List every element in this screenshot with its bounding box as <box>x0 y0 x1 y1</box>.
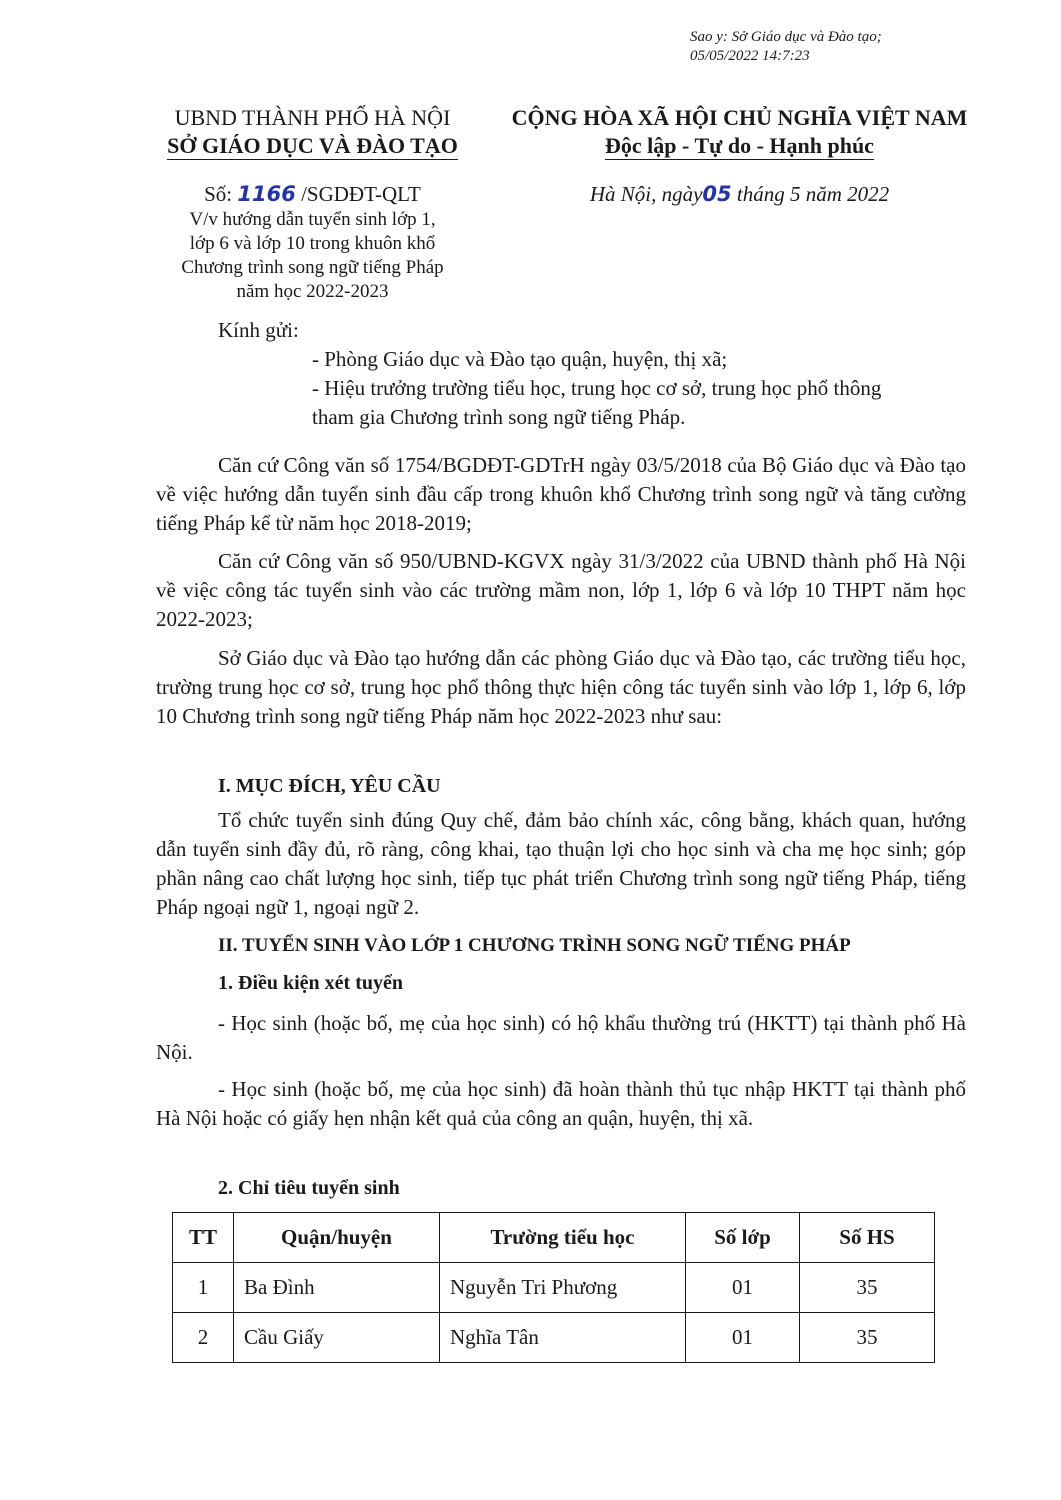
table-row <box>173 1263 935 1313</box>
section-heading: I. MỤC ĐÍCH, YÊU CẦU <box>218 775 441 797</box>
table-cell: 35 <box>800 1313 935 1363</box>
table-cell: 2 <box>173 1313 234 1363</box>
table-header-row <box>173 1213 935 1263</box>
subject-line: Chương trình song ngữ tiếng Pháp <box>181 257 444 278</box>
column-header: Số lớp <box>686 1213 800 1263</box>
handwritten-number: 1166 <box>237 182 296 206</box>
recipient-item: - Phòng Giáo dục và Đào tạo quận, huyện, thị xã; <box>312 347 728 371</box>
paragraph: - Học sinh (hoặc bố, mẹ của học sinh) có hộ khẩu thường trú (HKTT) tại thành phố Hà Nội. <box>156 1011 966 1064</box>
subsection-heading: 2. Chỉ tiêu tuyển sinh <box>218 1177 400 1199</box>
table-cell: Nguyễn Tri Phương <box>440 1263 686 1313</box>
copy-stamp-line1: Sao y: Sở Giáo dục và Đào tạo; <box>690 29 882 45</box>
document-subject <box>120 208 505 304</box>
table-cell: Nghĩa Tân <box>440 1313 686 1363</box>
national-heading-block <box>482 104 997 160</box>
paragraph: Căn cứ Công văn số 950/UBND-KGVX ngày 31/3/2022 của UBND thành phố Hà Nội về việc công tác tuyển sinh vào các trường mầm non, lớp 1, lớp 6 và lớp 10 THPT năm học 2022-2023; <box>156 549 966 631</box>
table-row <box>173 1313 935 1363</box>
table-cell: 01 <box>686 1313 800 1363</box>
table-cell: 35 <box>800 1263 935 1313</box>
recipient-item <box>312 374 952 432</box>
subject-line: lớp 6 và lớp 10 trong khuôn khổ <box>189 233 436 254</box>
national-motto <box>482 132 997 160</box>
agency-name: UBND THÀNH PHỐ HÀ NỘI <box>174 105 451 130</box>
quota-table <box>172 1212 935 1363</box>
paragraph: Tổ chức tuyển sinh đúng Quy chế, đảm bảo chính xác, công bằng, khách quan, hướng dẫn tuyển sinh đầy đủ, rõ ràng, công khai, tạo thuận lợi cho học sinh và cha mẹ học sinh; góp phần nâng cao chất lượng học sinh, tiếp tục phát triển Chương trình song ngữ tiếng Pháp, tiếng Pháp ngoại ngữ 1, ngoại ngữ 2. <box>156 808 966 919</box>
document-number <box>120 180 505 208</box>
column-header: Quận/huyện <box>234 1213 440 1263</box>
subject-line: năm học 2022-2023 <box>236 281 389 302</box>
column-header: Số HS <box>800 1213 935 1263</box>
table-cell: Ba Đình <box>234 1263 440 1313</box>
document-number-prefix: Số: <box>204 182 233 206</box>
document-number-suffix: /SGDĐT-QLT <box>301 182 421 206</box>
table-cell: Cầu Giấy <box>234 1313 440 1363</box>
national-motto-text: Độc lập - Tự do - Hạnh phúc <box>605 133 874 158</box>
greeting: Kính gửi: <box>218 318 299 342</box>
table-cell: 1 <box>173 1263 234 1313</box>
handwritten-day: 05 <box>702 182 732 206</box>
table-cell: 01 <box>686 1263 800 1313</box>
paragraph: - Học sinh (hoặc bố, mẹ của học sinh) đã hoàn thành thủ tục nhập HKTT tại thành phố Hà Nội hoặc có giấy hẹn nhận kết quả của công an quận, huyện, thị xã. <box>156 1077 966 1130</box>
recipient-item-text: - Hiệu trưởng trường tiểu học, trung học cơ sở, trung học phổ thông tham gia Chương trình song ngữ tiếng Pháp. <box>312 376 882 429</box>
paragraph: Căn cứ Công văn số 1754/BGDĐT-GDTrH ngày 03/5/2018 của Bộ Giáo dục và Đào tạo về việc hướng dẫn tuyển sinh đầu cấp trong khuôn khổ Chương trình song ngữ và tăng cường tiếng Pháp kể từ năm học 2018-2019; <box>156 453 966 535</box>
column-header: TT <box>173 1213 234 1263</box>
date-suffix: tháng 5 năm 2022 <box>736 182 890 206</box>
issuing-agency-block <box>120 104 505 160</box>
department-name <box>120 132 505 160</box>
column-header: Trường tiểu học <box>440 1213 686 1263</box>
paragraph: Sở Giáo dục và Đào tạo hướng dẫn các phòng Giáo dục và Đào tạo, các trường tiểu học, trường trung học cơ sở, trung học phổ thông thực hiện công tác tuyển sinh vào lớp 1, lớp 6, lớp 10 Chương trình song ngữ tiếng Pháp năm học 2022-2023 như sau: <box>156 646 966 728</box>
date-prefix: Hà Nội, ngày <box>589 182 703 206</box>
copy-stamp <box>690 28 1030 66</box>
national-title: CỘNG HÒA XÃ HỘI CHỦ NGHĨA VIỆT NAM <box>511 105 968 130</box>
place-and-date <box>482 180 997 208</box>
copy-stamp-line2: 05/05/2022 14:7:23 <box>690 48 810 64</box>
subsection-heading: 1. Điều kiện xét tuyển <box>218 972 403 994</box>
subject-line: V/v hướng dẫn tuyển sinh lớp 1, <box>189 209 436 230</box>
section-heading: II. TUYỂN SINH VÀO LỚP 1 CHƯƠNG TRÌNH SONG NGỮ TIẾNG PHÁP <box>218 935 851 956</box>
department-name-text: SỞ GIÁO DỤC VÀ ĐÀO TẠO <box>167 133 458 158</box>
